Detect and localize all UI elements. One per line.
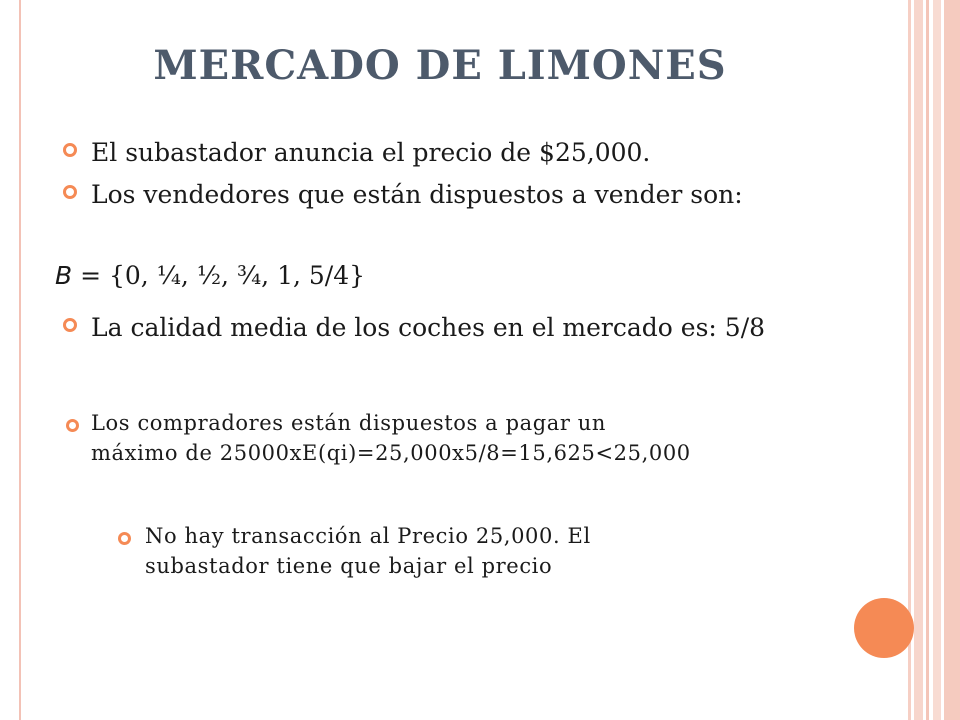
stripe bbox=[944, 0, 960, 720]
bullet-circle-icon bbox=[63, 318, 77, 332]
bullet-circle-icon bbox=[66, 419, 79, 432]
stripe bbox=[914, 0, 923, 720]
right-decorative-stripes bbox=[908, 0, 960, 720]
bullet-item-sellers bbox=[63, 176, 783, 213]
bullet-text: La calidad media de los coches en el mercado es: 5/8 bbox=[91, 313, 766, 342]
bullet-text: El subastador anuncia el precio de $25,000. bbox=[91, 138, 651, 167]
bullet-text: Los compradores están dispuestos a pagar un máximo de 25000xE(qi)=25,000x5/8=15,625<25,000 bbox=[91, 411, 691, 465]
bullet-circle-icon bbox=[118, 532, 131, 545]
set-formula bbox=[55, 259, 365, 293]
stripe bbox=[933, 0, 941, 720]
left-border-line bbox=[19, 0, 21, 720]
stripe bbox=[926, 0, 929, 720]
bullet-text: Los vendedores que están dispuestos a vender son: bbox=[91, 180, 743, 209]
formula-expression: = {0, ¼, ½, ¾, 1, 5/4} bbox=[72, 261, 366, 290]
slide-title: MERCADO DE LIMONES bbox=[153, 42, 727, 89]
nested-bullet-item-no-transaction bbox=[118, 521, 718, 581]
bullet-text: No hay transacción al Precio 25,000. El subastador tiene que bajar el precio bbox=[145, 524, 591, 578]
bullet-item-average-quality bbox=[63, 309, 783, 346]
bullet-circle-icon bbox=[63, 185, 77, 199]
bullet-item-price bbox=[63, 134, 783, 172]
formula-variable: B bbox=[55, 261, 73, 290]
orange-circle-decoration bbox=[854, 598, 914, 658]
bullet-item-buyers bbox=[66, 408, 726, 468]
bullet-circle-icon bbox=[63, 143, 77, 157]
